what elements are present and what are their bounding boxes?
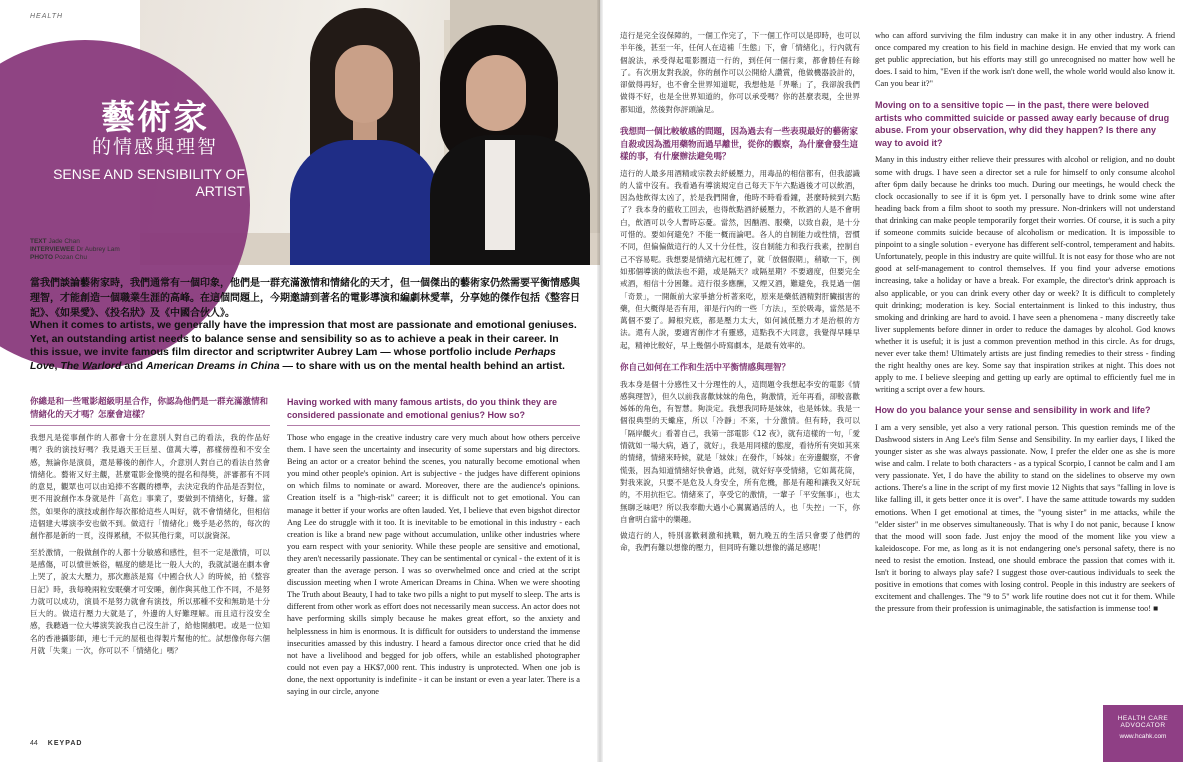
answer-3-zh: 我本身是個十分感性又十分理性的人，這問題令我想起李安的電影《情感與理智》，但久以前我喜歡妹妹的角色，夠激情，近年再看，卻較喜歡姊姊的角色，有智慧。夠淡定。我想我同時是妹妹，也是姊妹。我是一個很典型的天蠍座，所以「冷靜」不來，十分激情。但有時，我可以「隔岸觀火」看著自己，我第一部電影《12 夜》，就有這樣的一句，「愛情就如一場大病，過了，就好」，我是用同樣的態度，看待所有突如其來的情緒，情緒來時候，就是「妹妹」在發作，「姊妹」在旁邊觀察，不會慌張，因為知道情緒好快會過，此刻，就好好享受情緒，它如萬花筒，對我來說，只要不是危及人身安全，所有危機，都是有趣和讓我又好玩的，不用抗拒它。情緒來了，享受它的激情，一輩子「平安無事」，也太無聊乏味吧？所以我奉勸大過小心翼翼過活的人，也「失控」一下，你自會明白當中的樂趣。 xyxy=(620,379,860,524)
question-1-zh: 你總是和一些電影超級明星合作，你認為他們是一群充滿激情和情緒化的天才嗎？怎麼會這樣？ xyxy=(30,397,269,420)
section-label: HEALTH xyxy=(30,13,64,20)
right-page xyxy=(600,0,1200,762)
answer-1-zh-part1: 我想凡是從事創作的人都會十分在意別人對自己的看法，我的作品好嗎？我的演技好嗎？我見過天王巨星、億萬大導，都樣徬徨和不安全感，無論你是演員，還是幕後的創作人，介意別人對自己的看法自然會情緒化。藝術又好主觀，甚麼電影金像獎的提名和得獎，評審都有不同的意見，觀眾也可以由追捧不客觀的標準，去決定我的作品是否對位，更不用說創作本身就是件「高危」事業了，要做到不情緒化，好難。當然，如果你的演技或創作每次都給這些人叫好，就不會情緒化，但相信這個建大導演李安也做不到。做這行「情緒化」幾乎是必然的，每次的創作都是新的一頁，沒得累積，不似其他行業，可以說資深。 xyxy=(30,433,270,541)
intro-chinese: 當我們談論藝術家時，我們通常有一個印象，他們是一群充滿激情和情緒化的天才，但一個傑出的藝術家仍然需要平衡情感與理智，才能創造一個職業生涯的高峰。在這個問題上，今期邀請到著名的電影導演和編劇林愛華，分享她的傑作包括《整容日記》、《如果愛》、《投名狀》及《中國合伙人》。 xyxy=(30,278,580,319)
answer-1-zh-part2: 至於激情，一般做創作的人都十分敏感和感性，但不一定是激情，可以是感傷，可以憤世嫉俗，幅度的總是比一般人大的，我就試過在劇本會上哭了，說太大壓力，那次應該是寫《中國合伙人》的時候，拍《整容日記》時，我每晚兩粒安眠藥才可安睡，創作與其他工作不同，不是努力就可以成功，演員不是努力就會有演技，所以那種不安和無助是十分巨大的。做這行壓力大就是了，外邊的人好難理解。而且這行沒安全感，我聽過一位大導演笑說我自己沒生計了，給他開戲吧。或是一位知名的香港攝影師，連七千元的屋租也得製片幫他的忙。試想像你每六個月就「失業」一次，你可以不「情緒化」嗎？ xyxy=(30,547,270,656)
column-3 xyxy=(620,30,860,755)
question-1-en: Having worked with many famous artists, do you think they are considered passionate and emotional genius? How so? xyxy=(287,397,558,420)
folio: 44 KEYPAD xyxy=(30,740,83,747)
question-2-zh: 我想問一個比較敏感的問題，因為過去有一些表現最好的藝術家自殺或因為濫用藥物而過早離世，從你的觀察，為什麼會發生這樣的事，有什麼辦法避免嗎？ xyxy=(620,127,859,163)
column-4 xyxy=(875,30,1175,755)
title-english: SENSE AND SENSIBILITY OF ARTIST xyxy=(53,166,245,199)
credits: TEXT Jade Chan INTERVIEWEE Dr Aubrey Lam PHOTO Pozan Chu xyxy=(30,238,120,261)
title-chinese: 藝術家 xyxy=(101,98,209,138)
answer-1-en-cont: who can afford surviving the film industry can make it in any other industry. A friend once compared my creation to his field in machine design. He envied that my work can get public appreciation, but his efforts may still go unrecognised no matter how well he does. I said to him, "Even if the work isn't done well, the whole world would also know it. Can you bear it?" xyxy=(875,31,1175,89)
answer-3-zh-end: 做這行的人，特別喜歡刺激和挑戰，朝九晚五的生活只會要了他們的命，我們有難以想像的壓力，但同時有難以想像的滿足感呢！ xyxy=(620,531,860,553)
question-3-zh: 你自己如何在工作和生活中平衡情感與理智？ xyxy=(620,363,791,374)
answer-1-zh-cont: 這行是完全沒保障的，一個工作完了，下一個工作可以是即時，也可以半年後，甚至一年，任何人在這補「生態」下，會「情緒化」，行內就有個說法，承受得起電影圈這一行的，到任何一個行業，都會勝任有餘了。有次朋友對我說，你的創作可以公開給人讚賞，他做機器設計的，卻做得再好，也不會全世界知道呢，我想他是「畀喺」了，我卻說我們做得不好，也是全世界知道的，你可以承受嗎？你的甚麼表現，全世界都知道，然後對你評頭論足。 xyxy=(620,31,860,114)
column-1 xyxy=(30,396,270,736)
answer-3-en: I am a very sensible, yet also a very rational person. This question reminds me of the Dashwood sisters in Ang Lee's film Sense and Sensibility. In my earlier days, I liked the younger sister as she was always passionate. Now, I prefer the elder one as she is more wise and calm. I relate to both characters - as a typical Scorpio, I cannot be calm and I am very passionate. Yet, I do have the ability to stand on the sidelines to observe my own actions. There's a line in the script of my first movie 12 Nights that says "falling in love is like falling ill, it gets better once it is over". I have the same attitude towards my sudden emotions. When I get emotional at times, the "young sister" in me attacks, while the "elder sister" in me observes simultaneously. That is why I do not panic, because I know that the mood will soon fade. Just enjoy the mood of the moment like you view a kaleidoscope. For me, as long as it is not endangering one's personal safety, there is no need to resist the emotion. Instead, one should embrace the passion that comes with it. Isn't it boring to always play safe? I suggest those over-cautious individuals to seek the positive in emotions that comes with losing control. People in this industry are seekers of excitement and challenges. The "9 to 5" work life routine does not cut it for them. While the pressure from their profession is unimaginable, the satisfaction is immense too! ■ xyxy=(875,422,1175,614)
badge-url[interactable]: www.hcahk.com xyxy=(1119,733,1167,740)
column-2 xyxy=(287,396,580,736)
answer-2-zh: 這行的人最多用酒精或宗教去紓緩壓力，用毒品的相信都有，但我認識的人當中沒有。我看過有導演規定自己每天下午六點過後才可以飲酒，因為他飲得太凶了，於是我們開會，他時不時看看鐘，甚麼時候到六點了？我本身的藍收工回去，也得飲點酒紓緩壓力，不飲酒的人是不會明白，飲酒可以令人暫時忘憂。當然，因酗酒、服藥，以致自殺，是十分可惜的。要如何避免？不能一概而論吧。各人的自制能力或性情，習慣不同，但偏偏做這行的人又十分任性，沒自制能力和我行我素，控制自己不容易呢。我想要是情緒亢起杠煙了，就「放個假期」，稍歇一下，例如那個導演的做法也不錯，或是隔天？或隔星期？不要適度，但要完全戒酒，相信十分困難。這行很多應酬，又煙又酒，難避免，我見過一個「奇景」，一開飯前大家爭搶分析著來吃，原來是藥低酒精對肝臟損害的藥，但大概得是否有用，卻是行內的一些「方法」，至於吸毒，當然是不萬個不要了。歸根究底，都是壓力太大，如何減低壓力才是治根的方法。還有人說，要適宵創作才有靈感，這點我不大同意，我覺得早睡早起，精神比較好，早上幾個小時寫劇本，是最有效率的。 xyxy=(620,168,860,350)
question-2-en: Moving on to a sensitive topic — in the past, there were beloved artists who committed suicide or passed away early because of drug abuse. From your observation, why did they happen? Is there any way to avoid it? xyxy=(875,100,1170,148)
answer-2-en: Many in this industry either relieve their pressures with alcohol or religion, and no doubt some with drugs. I have seen a director set a rule for himself to only consume alcohol after 6pm daily because he drinks too much. During our meetings, he would check the clock occasionally to see if it is 6pm yet. I personally have to drink some wine after heading back from a film shoot to sooth my pressure. Non-drinkers will not understand that drinking can make people temporarily forget their worries. Of course, it is such a pity if someone commits suicide because of alcoholism or medication. It is impossible to pinpoint to a single solution - everyone has different self-control, temperament and habits. Unfortunately, people in this industry are quite willful. It is not easy for those who are not good at self-management to control themselves. If you find your adverse emotions increasing, take a holiday or have a break. For example, the director's drink approach is also applicable, or you can drink every other day or week? It is difficult to completely quit drinking; moderation is key. Social entertainment is linked to this industry, thus smoking and drinking are hard to avoid. I have seen a phenomena - many discreetly take liver supplements before dinner in order to reduce the damages by alcohol. God knows whether it is useful; it is just a common prevention method in this circle. As for drugs, never ever take them! Ultimately artists are just finding remedies to their stress - finding the right healthy ones are key. Some say that inspiration strikes at night. This does not apply to me. I believe sleeping and getting up early are optimal to efficiently fuel me in writing a script over a few hours. xyxy=(875,155,1175,395)
answer-1-en: Those who engage in the creative industry care very much about how others perceive them. I have seen the uncertainty and insecurity of some superstars and big directors. Being an actor or a creator behind the scenes, you naturally become emotional when you mind other people's opinion. Art is subjective - the judges have different opinions on which films to nominate or award. Moreover, there are the audience's opinions. Creation itself is a "high-risk" career; it is difficult not to get emotional. You can manage it better if your works are often lauded. Yet, I believe that even bigshot director Ang Lee do struggle with it too. It is inevitable to be emotional in this industry - each creation is like a brand new page without accumulation, unlike other industries where you earn respect with your seniority. While these people are sensitive and emotional, they aren't necessarily passionate. They can be sentimental or cynical - the extent of it is greater than the average person. I was so overwhelmed once and cried at the script discussion meeting when I wrote American Dreams in China. When we were shooting The Truth about Beauty, I had to take two pills a night to put myself to sleep. The arts is different from other work as effort does not necessarily mean success. An actor does not have performing skills simply because he makes great effort, so the anxiety and helplessness in him is enormous. It is difficult for outsiders to understand the immense insecurities amassed by this industry. I heard a famous director once cried that he did not have a livelihood and begged for job offers, while an established photographer could not even pay a HK$7,000 rent. This industry is unprotected. When one job is done, the next opportunity is indefinite - it can be instant or even a year later. There is a saying in our circle, anyone xyxy=(287,433,580,696)
health-care-advocator-badge: HEALTH CARE ADVOCATOR www.hcahk.com xyxy=(1103,705,1183,762)
question-3-en: How do you balance your sense and sensibility in work and life? xyxy=(875,405,1151,416)
intro-english: When it comes to artists, we generally have the impression that most are passionate and emotional geniuses. Yet, an outstanding artist needs to balance sense and sensibility so as to achieve a peak in their career. In this issue, we invite famous film director and scriptwriter Aubrey Lam — whose portfolio include Perhaps Love, The Warlord and American Dreams in China — to share with us on the mental health behind an artist. xyxy=(30,319,577,372)
subtitle-chinese: 的情感與理智 xyxy=(91,136,218,158)
